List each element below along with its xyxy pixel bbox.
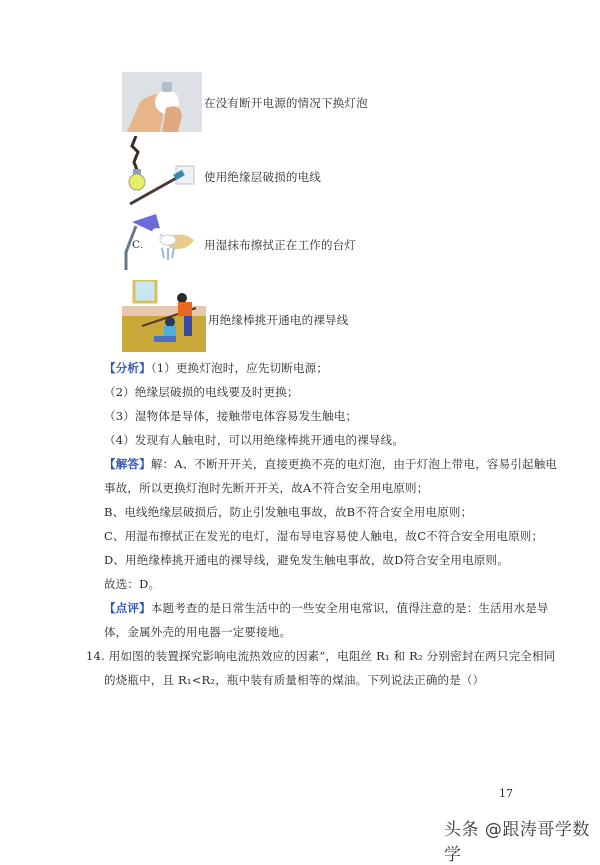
answer-tag: 【解答】 [104,457,151,471]
page-number: 17 [499,787,513,800]
option-d-text: 用绝缘棒挑开通电的裸导线 [208,313,349,327]
comment-line-2: 体，金属外壳的用电器一定要接地。 [104,625,292,639]
damaged-wire-image [122,136,202,208]
analysis-line-4: （4）发现有人触电时，可以用绝缘棒挑开通电的裸导线。 [104,433,405,447]
answer-line-1: 【解答】解：A、不断开开关，直接更换不亮的电灯泡，由于灯泡上带电，容易引起触电 [104,457,558,471]
watermark: 头条 @跟涛哥学数学 [444,820,590,865]
analysis-tag: 【分析】 [104,361,151,375]
answer-line-5: D、用绝缘棒挑开通电的裸导线，避免发生触电事故，故D符合安全用电原则。 [104,553,509,567]
question-14-line-1: 14. 用如图的装置探究影响电流热效应的因素”，电阻丝 R₁ 和 R₂ 分别密封在两只完全相同 [86,649,556,663]
option-c-letter: C. [132,239,144,251]
question-number: 14. [86,649,105,663]
option-a-text: 在没有断开电源的情况下换灯泡 [204,96,368,110]
comment-tag: 【点评】 [104,601,151,615]
answer-line-3: B、电线绝缘层破损后，防止引发触电事故，故B不符合安全用电原则； [104,505,473,519]
hand-changing-bulb-image [122,72,202,132]
wet-cloth-lamp-image [122,212,202,272]
comment-line-1: 【点评】本题考查的是日常生活中的一些安全用电常识，值得注意的是：生活用水是导 [104,601,549,615]
answer-line-6: 故选：D。 [104,577,161,591]
question-14-line-2: 的烧瓶中，且 R₁<R₂，瓶中装有质量相等的煤油。下列说法正确的是（） [104,673,485,687]
insulated-rod-rescue-image [122,280,206,352]
analysis-line-3: （3）湿物体是导体，接触带电体容易发生触电； [104,409,358,423]
answer-line-2: 事故，所以更换灯泡时先断开开关，故A不符合安全用电原则； [104,481,429,495]
option-b-text: 使用绝缘层破损的电线 [204,170,321,184]
analysis-line-1: 【分析】（1）更换灯泡时，应先切断电源； [104,361,329,375]
analysis-line-2: （2）绝缘层破损的电线要及时更换； [104,385,299,399]
answer-line-4: C、用湿布擦拭正在发光的电灯，湿布导电容易使人触电，故C不符合安全用电原则； [104,529,544,543]
option-c-text: 用湿抹布擦拭正在工作的台灯 [204,238,357,252]
